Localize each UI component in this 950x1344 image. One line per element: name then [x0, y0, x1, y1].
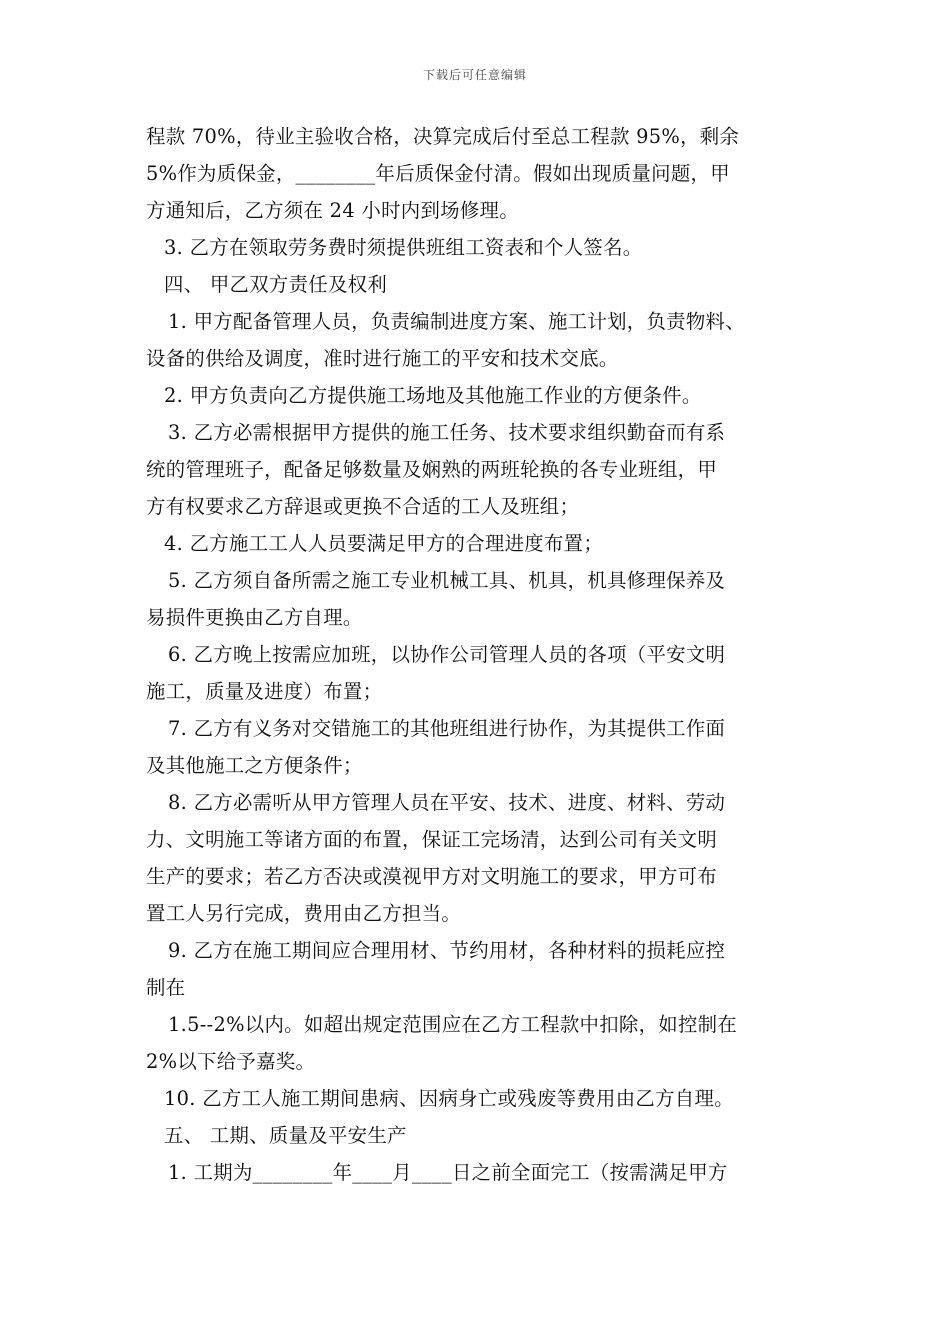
list-item: 7. 乙方有义务对交错施工的其他班组进行协作，为其提供工作面: [168, 717, 726, 740]
list-item: 9. 乙方在施工期间应合理用材、节约用材，各种材料的损耗应控: [168, 939, 726, 962]
text-line: 1.5--2%以内。如超出规定范围应在乙方工程款中扣除，如控制在: [168, 1013, 738, 1036]
text-line: 施工，质量及进度）布置；: [146, 680, 383, 703]
text-line: 2%以下给予嘉奖。: [146, 1050, 316, 1073]
text-line: 统的管理班子，配备足够数量及娴熟的两班轮换的各专业班组，甲: [146, 458, 718, 481]
list-item: 4. 乙方施工工人人员要满足甲方的合理进度布置；: [164, 532, 604, 555]
section-heading: 五、 工期、质量及平安生产: [164, 1124, 407, 1147]
list-item: 1. 甲方配备管理人员，负责编制进度方案、施工计划，负责物料、: [168, 310, 745, 333]
text-line: 生产的要求；若乙方否决或漠视甲方对文明施工的要求，甲方可布: [146, 865, 718, 888]
text-line: 置工人另行完成，费用由乙方担当。: [146, 902, 462, 925]
text-line: 方通知后，乙方须在 24 小时内到场修理。: [146, 199, 519, 222]
text-line: 程款 70%，待业主验收合格，决算完成后付至总工程款 95%，剩余: [146, 125, 740, 148]
text-line: 及其他施工之方便条件；: [146, 754, 363, 777]
section-heading: 四、 甲乙双方责任及权利: [164, 273, 388, 296]
document-body: [146, 118, 806, 1191]
list-item: 1. 工期为________年____月____日之前全面完工（按需满足甲方: [168, 1161, 728, 1184]
list-item: 10. 乙方工人施工期间患病、因病身亡或残废等费用由乙方自理。: [164, 1087, 734, 1110]
text-line: 设备的供给及调度，准时进行施工的平安和技术交底。: [146, 347, 619, 370]
list-item: 5. 乙方须自备所需之施工专业机械工具、机具，机具修理保养及: [168, 569, 726, 592]
text-line: 力、文明施工等诸方面的布置，保证工完场清，达到公司有关文明: [146, 828, 718, 851]
text-line: 易损件更换由乙方自理。: [146, 606, 363, 629]
text-line: 制在: [146, 976, 186, 999]
list-item: 2. 甲方负责向乙方提供施工场地及其他施工作业的方便条件。: [164, 384, 702, 407]
list-item: 3. 乙方在领取劳务费时须提供班组工资表和个人签名。: [164, 236, 643, 259]
text-line: 方有权要求乙方辞退或更换不合适的工人及班组；: [146, 495, 580, 518]
text-line: 5%作为质保金，________年后质保金付清。假如出现质量问题，甲: [146, 162, 730, 185]
page-header-note: 下载后可任意编辑: [422, 68, 527, 82]
list-item: 6. 乙方晚上按需应加班，以协作公司管理人员的各项（平安文明: [168, 643, 726, 666]
list-item: 8. 乙方必需听从甲方管理人员在平安、技术、进度、材料、劳动: [168, 791, 726, 814]
list-item: 3. 乙方必需根据甲方提供的施工任务、技术要求组织勤奋而有系: [168, 421, 726, 444]
